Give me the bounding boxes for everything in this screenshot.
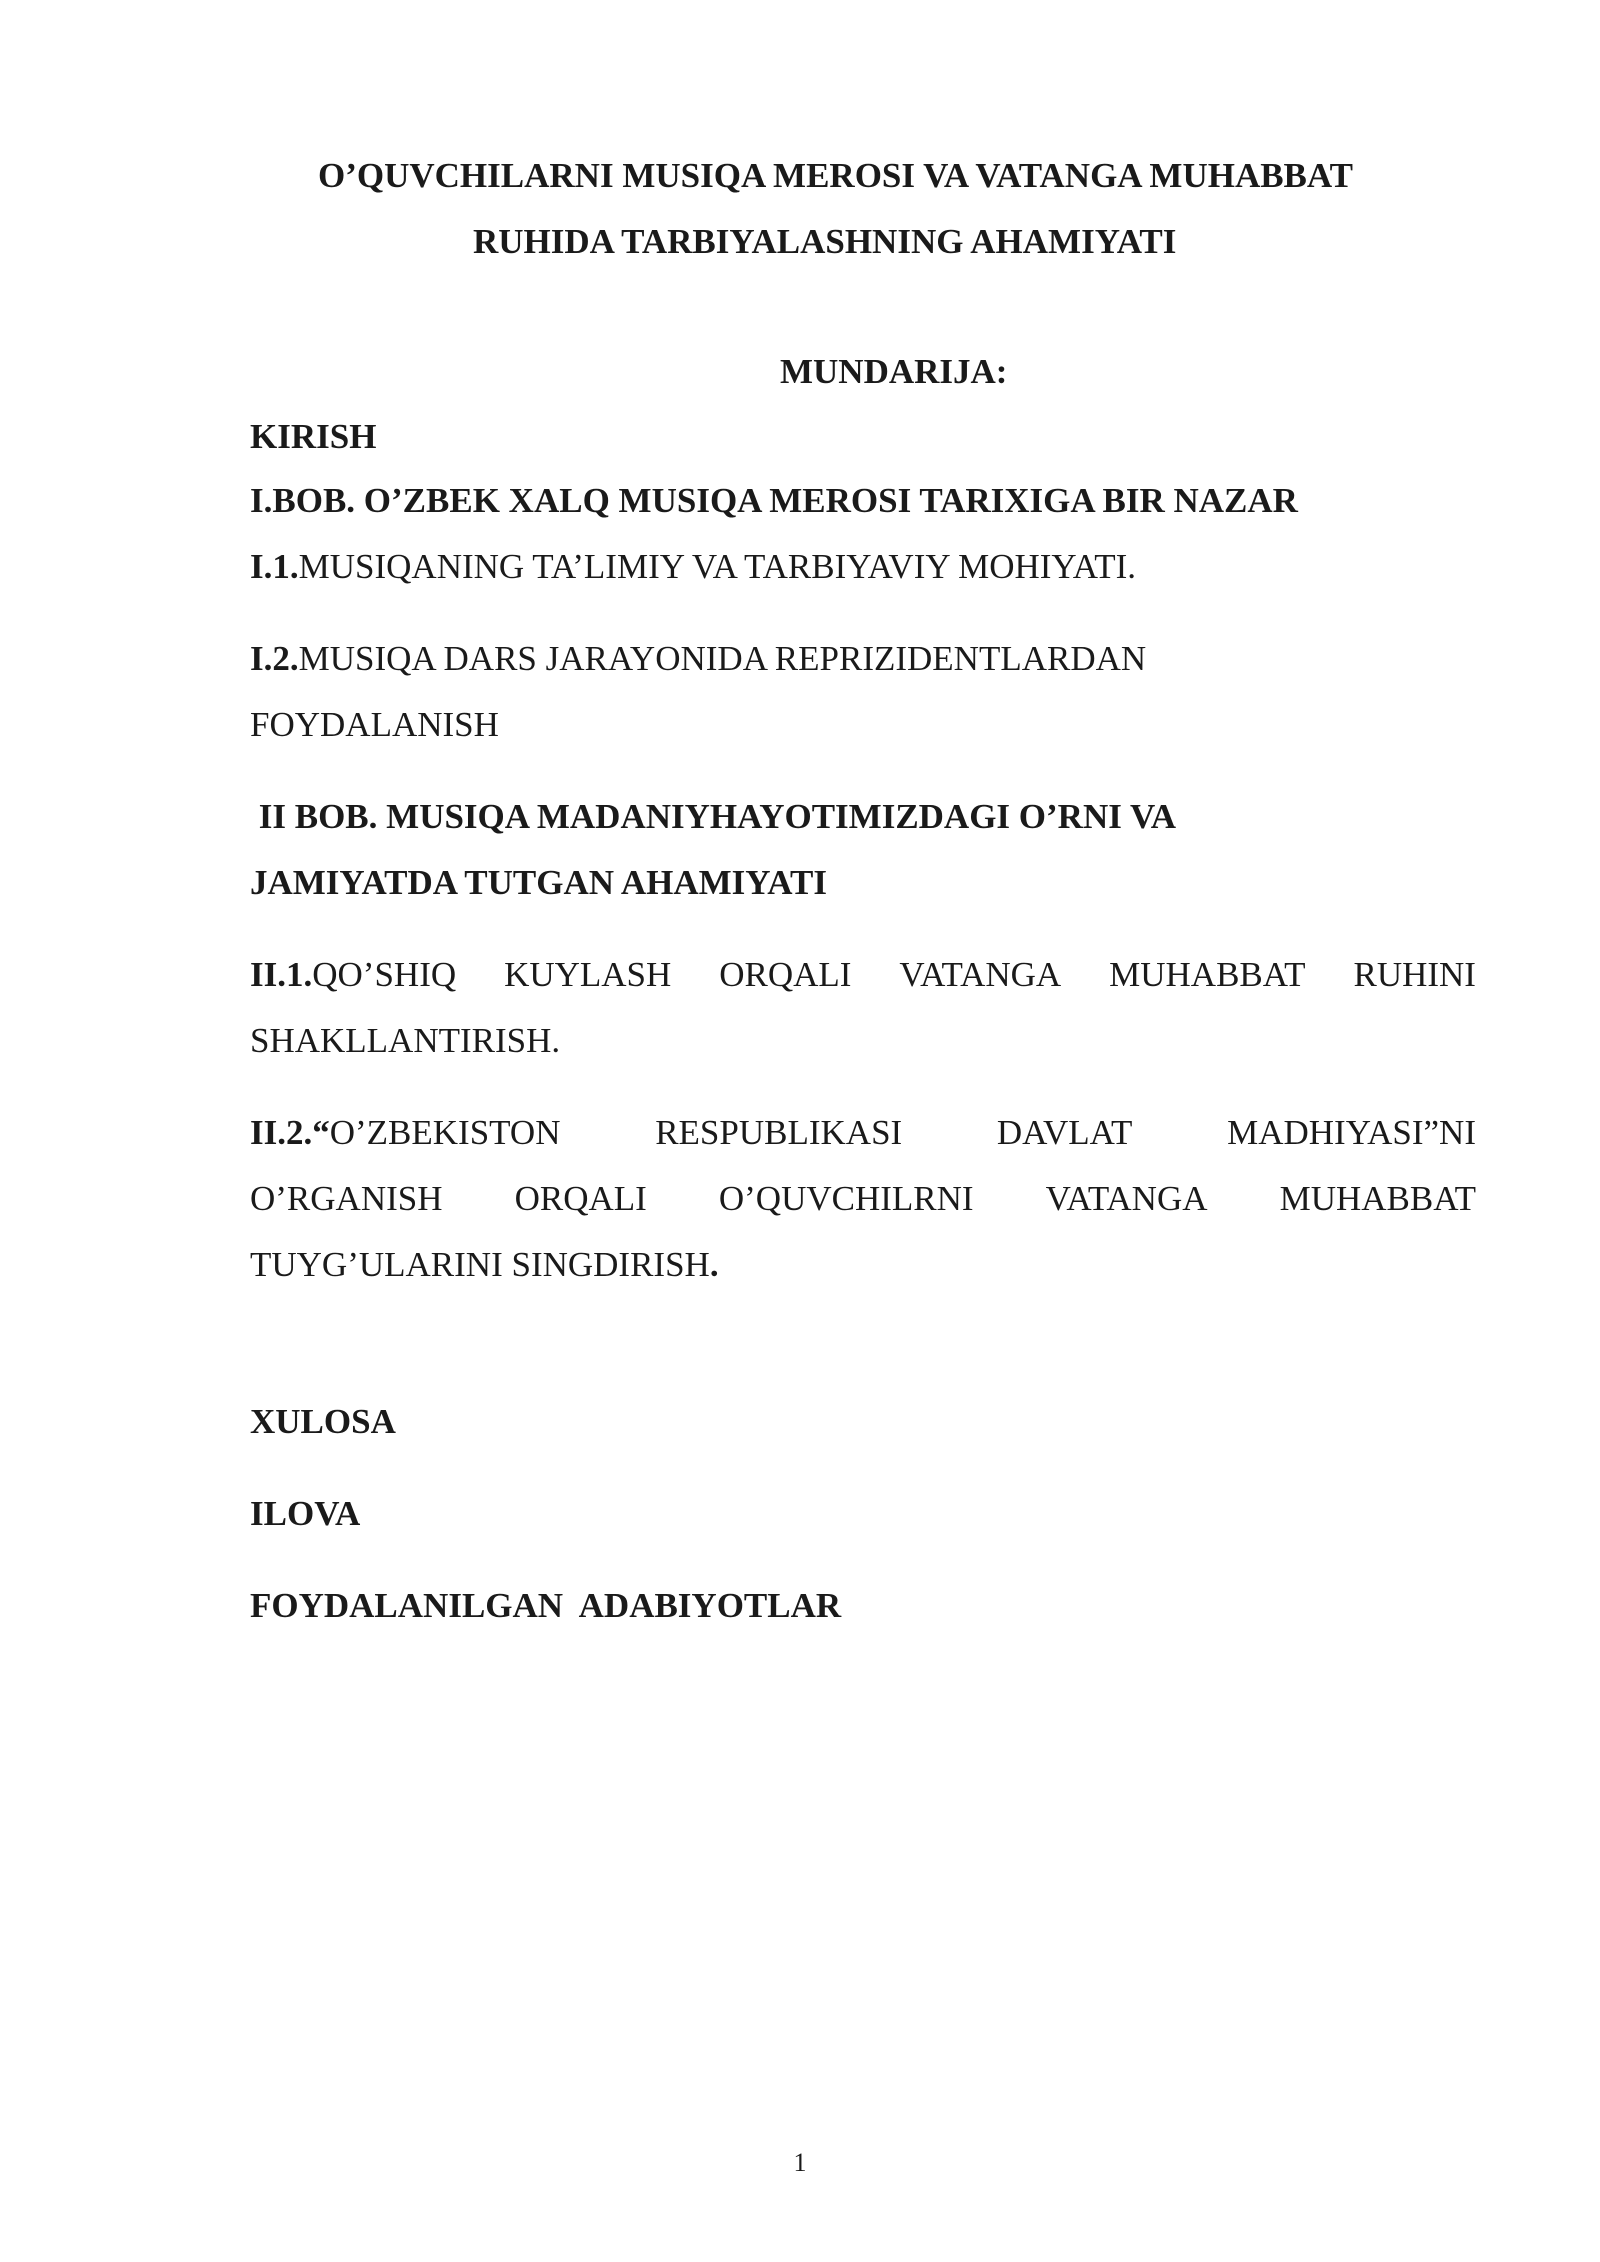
toc-section-word: MADHIYASI”NI <box>1227 1113 1476 1152</box>
toc-section-text: MUSIQANING TA’LIMIY VA TARBIYAVIY MOHIYATI. <box>298 547 1136 586</box>
toc-section-2-1-line-2: SHAKLLANTIRISH. <box>250 1021 561 1060</box>
toc-section-word: KUYLASH <box>504 955 672 994</box>
toc-xulosa: XULOSA <box>250 1402 396 1441</box>
toc-section-word: RESPUBLIKASI <box>655 1113 903 1152</box>
toc-section-word: II.2.“O’ZBEKISTON <box>250 1113 561 1152</box>
toc-section-1-2-line-1 <box>250 639 1146 679</box>
toc-ilova: ILOVA <box>250 1494 361 1533</box>
toc-section-word: ORQALI <box>719 955 852 994</box>
page-number: 1 <box>793 2148 807 2177</box>
toc-section-number: II.1. <box>250 955 313 994</box>
contents-heading: MUNDARIJA: <box>780 352 1008 391</box>
toc-section-2-1-line-1 <box>250 955 1476 995</box>
document-title-line-1: O’QUVCHILARNI MUSIQA MEROSI VA VATANGA MUHABBAT <box>318 156 1353 195</box>
toc-section-word: ORQALI <box>514 1179 647 1218</box>
toc-section-word: MUHABBAT <box>1279 1179 1476 1218</box>
toc-section-2-2-line-2 <box>250 1179 1476 1219</box>
toc-kirish: KIRISH <box>250 417 377 456</box>
toc-section-2-2-line-1 <box>250 1113 1476 1153</box>
toc-section-word: VATANGA <box>899 955 1062 994</box>
toc-section-word: O’QUVCHILRNI <box>718 1179 974 1218</box>
toc-section-word: VATANGA <box>1045 1179 1208 1218</box>
toc-section-number: I.1. <box>250 547 299 586</box>
toc-section-1-1 <box>250 547 1136 587</box>
toc-chapter-2-title-line-1: II BOB. MUSIQA MADANIYHAYOTIMIZDAGI O’RNI VA <box>250 797 1177 836</box>
toc-section-word: O’RGANISH <box>250 1179 443 1218</box>
toc-section-2-2-line-3 <box>250 1245 719 1285</box>
toc-section-text: MUSIQA DARS JARAYONIDA REPRIZIDENTLARDAN <box>298 639 1147 678</box>
toc-section-word: II.1.QO’SHIQ <box>250 955 457 994</box>
toc-section-word: DAVLAT <box>996 1113 1133 1152</box>
toc-section-1-2-line-2: FOYDALANISH <box>250 705 499 744</box>
toc-chapter-2-title-line-2: JAMIYATDA TUTGAN AHAMIYATI <box>250 863 827 902</box>
toc-section-word: RUHINI <box>1353 955 1476 994</box>
toc-section-number: II.2.“ <box>250 1113 330 1152</box>
document-title-line-2: RUHIDA TARBIYALASHNING AHAMIYATI <box>473 222 1177 261</box>
toc-section-number: I.2. <box>250 639 299 678</box>
toc-adabiyotlar: FOYDALANILGAN ADABIYOTLAR <box>250 1586 842 1625</box>
toc-section-word: MUHABBAT <box>1109 955 1306 994</box>
toc-chapter-1-title: I.BOB. O’ZBEK XALQ MUSIQA MEROSI TARIXIGA BIR NAZAR <box>250 481 1298 520</box>
toc-section-text: TUYG’ULARINI SINGDIRISH <box>250 1245 710 1284</box>
toc-section-period: . <box>709 1245 719 1284</box>
